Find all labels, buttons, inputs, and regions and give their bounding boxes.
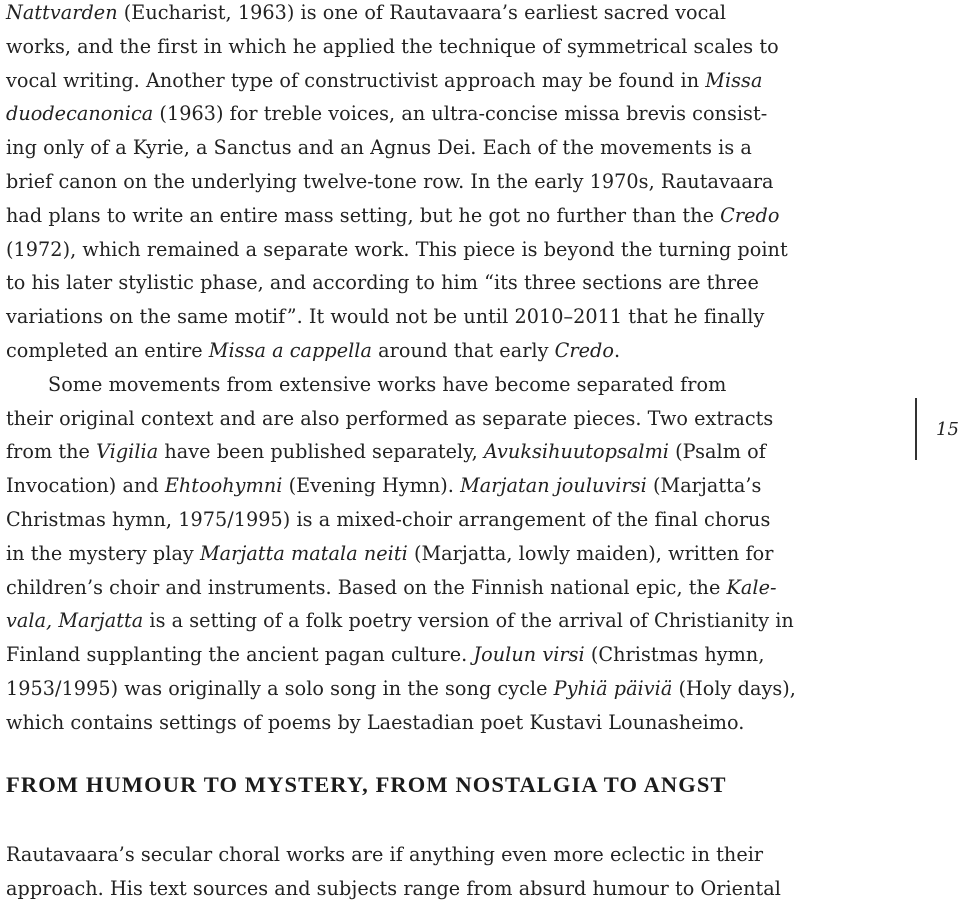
text-line: duodecanonica (1963) for treble voices, an ultra-concise missa brevis consist-	[6, 102, 768, 126]
section-heading: FROM HUMOUR TO MYSTERY, FROM NOSTALGIA TO ANGST	[6, 772, 727, 797]
text-line: which contains settings of poems by Laestadian poet Kustavi Lounasheimo.	[6, 710, 745, 734]
text-line: variations on the same motif”. It would not be until 2010–2011 that he finally	[6, 305, 765, 329]
text-line: Some movements from extensive works have become separated from	[48, 372, 727, 396]
text-line: Invocation) and Ehtoohymni (Evening Hymn). Marjatan jouluvirsi (Marjatta’s	[6, 474, 762, 498]
text-line: works, and the first in which he applied the technique of symmetrical scales to	[6, 34, 779, 58]
text-line: brief canon on the underlying twelve-tone row. In the early 1970s, Rautavaara	[6, 169, 774, 193]
text-line: ing only of a Kyrie, a Sanctus and an Agnus Dei. Each of the movements is a	[6, 136, 752, 160]
page-number-rule	[915, 398, 917, 460]
text-line: Rautavaara’s secular choral works are if anything even more eclectic in their	[6, 843, 764, 866]
text-line: children’s choir and instruments. Based on the Finnish national epic, the Kale-	[6, 575, 777, 599]
section-body-text	[6, 838, 866, 906]
text-line: from the Vigilia have been published separately, Avuksihuutopsalmi (Psalm of	[6, 440, 766, 464]
text-line: had plans to write an entire mass setting, but he got no further than the Credo	[6, 203, 780, 227]
text-line: Nattvarden (Eucharist, 1963) is one of Rautavaara’s earliest sacred vocal	[6, 1, 727, 24]
text-line: vocal writing. Another type of constructivist approach may be found in Missa	[6, 68, 763, 92]
body-text	[6, 0, 866, 740]
text-line: 1953/1995) was originally a solo song in the song cycle Pyhiä päiviä (Holy days),	[6, 676, 796, 700]
text-line: their original context and are also performed as separate pieces. Two extracts	[6, 406, 774, 430]
text-line: to his later stylistic phase, and according to him “its three sections are three	[6, 271, 759, 295]
text-line: completed an entire Missa a cappella around that early Credo.	[6, 338, 621, 362]
text-line: Finland supplanting the ancient pagan culture. Joulun virsi (Christmas hymn,	[6, 643, 765, 667]
text-line: vala, Marjatta is a setting of a folk poetry version of the arrival of Christianity in	[6, 609, 794, 633]
text-line: Christmas hymn, 1975/1995) is a mixed-choir arrangement of the final chorus	[6, 507, 771, 531]
text-line: (1972), which remained a separate work. This piece is beyond the turning point	[6, 237, 788, 261]
text-line: in the mystery play Marjatta matala neiti (Marjatta, lowly maiden), written for	[6, 541, 774, 565]
page-number: 15	[936, 419, 959, 440]
text-line: approach. His text sources and subjects range from absurd humour to Oriental	[6, 876, 781, 900]
